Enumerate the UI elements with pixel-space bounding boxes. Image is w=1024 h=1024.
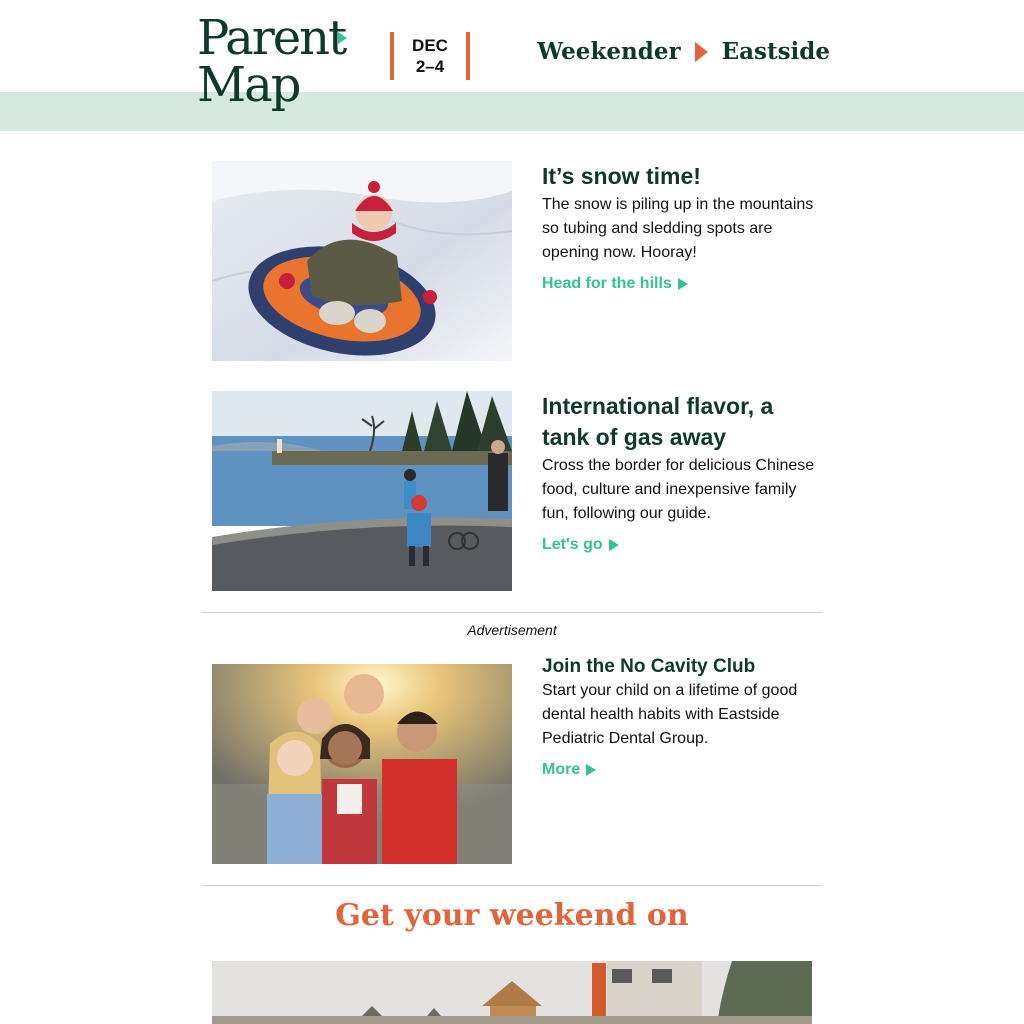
divider-bottom	[202, 885, 822, 886]
story-international-text	[542, 391, 827, 554]
story-international-image[interactable]	[212, 391, 512, 591]
story-snow-text	[542, 161, 827, 293]
edition-region: Eastside	[721, 38, 830, 65]
ad-dental-title[interactable]: Join the No Cavity Club	[542, 656, 756, 677]
story-international-cta[interactable]	[542, 536, 619, 554]
logo-line-2: Map	[197, 57, 300, 113]
ad-dental-image[interactable]	[212, 664, 512, 864]
playground-photo	[212, 961, 812, 1024]
story-international-body: Cross the border for delicious Chinese food, culture and inexpensive family fun, following our guide.	[542, 457, 815, 522]
edition-arrow-icon	[695, 42, 708, 62]
story-snow-image[interactable]	[212, 161, 512, 361]
weekend-feature-image[interactable]	[212, 961, 812, 1024]
snow-tubing-photo	[212, 161, 512, 361]
story-international-title[interactable]: International flavor, a tank of gas away	[542, 393, 774, 450]
story-international	[212, 391, 822, 591]
story-snow-body: The snow is piling up in the mountains so tubing and sledding spots are opening now. Hooray!	[542, 196, 814, 261]
issue-days: 2–4	[415, 57, 445, 76]
header-band	[0, 92, 1024, 131]
edition-name: Weekender	[537, 38, 681, 65]
story-snow-cta-label: Head for the hills	[542, 275, 672, 292]
ad-dental-cta-label: More	[542, 761, 581, 778]
story-international-cta-label: Let's go	[542, 536, 603, 553]
play-arrow-icon	[609, 539, 619, 551]
kids-group-photo	[212, 664, 512, 864]
ad-dental-body: Start your child on a lifetime of good dental health habits with Eastside Pediatric Dental Group.	[542, 682, 798, 747]
edition-label	[537, 38, 830, 65]
story-snow	[212, 161, 822, 361]
ad-dental-cta[interactable]	[542, 761, 596, 779]
ad-dental	[212, 656, 822, 864]
issue-month: DEC	[412, 36, 448, 55]
issue-date	[390, 32, 470, 80]
story-snow-title[interactable]: It’s snow time!	[542, 163, 701, 189]
advertisement-label: Advertisement	[467, 622, 557, 638]
story-snow-cta[interactable]	[542, 275, 688, 293]
logo-arrow-icon	[338, 32, 347, 44]
play-arrow-icon	[586, 764, 596, 776]
section-title: Get your weekend on	[335, 898, 689, 933]
newsletter-header	[0, 0, 1024, 131]
play-arrow-icon	[678, 278, 688, 290]
seawall-biking-photo	[212, 391, 512, 591]
parentmap-logo[interactable]	[197, 10, 346, 113]
logo-line-1: Parent	[197, 10, 346, 66]
ad-dental-text	[542, 656, 827, 779]
divider-top	[202, 612, 822, 613]
